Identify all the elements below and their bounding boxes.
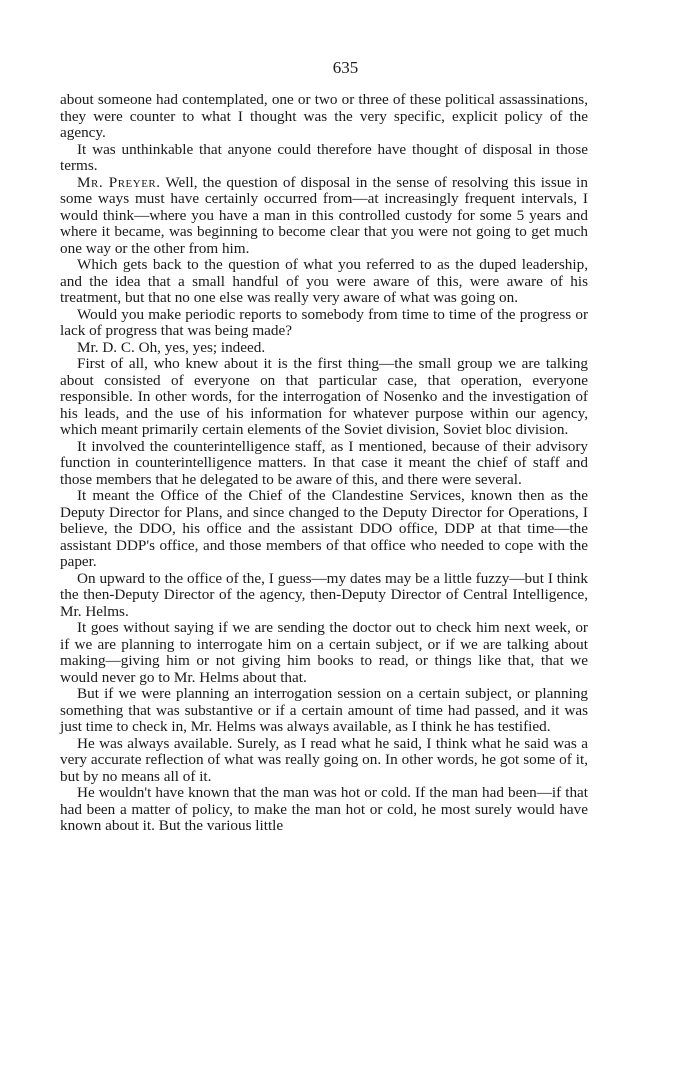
paragraph	[60, 356, 588, 439]
paragraph-text: Would you make periodic reports to somebody from time to time of the progress or lack of progress that was being made?	[60, 305, 588, 339]
body-text	[60, 92, 588, 835]
paragraph-text: about someone had contemplated, one or two or three of these political assassinations, they were counter to what I thought was the very specific, explicit policy of the agency.	[60, 91, 588, 141]
paragraph-text: It goes without saying if we are sending the doctor out to check him next week, or if we are planning to interrogate him on a certain subject, or if we are talking about making—giving him or not giving him books to read, or things like that, that we would never go to Mr. Helms about that.	[60, 619, 588, 686]
paragraph-text: He was always available. Surely, as I read what he said, I think what he said was a very accurate reflection of what was really going on. In other words, he got some of it, but by no means all of it.	[60, 734, 588, 785]
paragraph	[60, 785, 588, 835]
paragraph-text: Well, the question of disposal in the sense of resolving this issue in some ways must have certainly occurred from—at increasingly frequent intervals, I would think—where you have a man in this controlled custody for some 5 years and where it became, was beginning to become clear that you were not going to get much one way or the other from him.	[60, 173, 588, 257]
paragraph	[60, 620, 588, 686]
paragraph	[60, 257, 588, 307]
paragraph-text: Which gets back to the question of what you referred to as the duped leadership, and the idea that a small handful of you were aware of this, were aware of his treatment, but that no one else was really very aware of what was going on.	[60, 256, 588, 306]
paragraph	[60, 686, 588, 736]
paragraph-text: Oh, yes, yes; indeed.	[138, 338, 266, 356]
paragraph-text: On upward to the office of the, I guess—my dates may be a little fuzzy—but I think the then-Deputy Director of the agency, then-Deputy Director of Central Intelligence, Mr. Helms.	[60, 569, 588, 620]
paragraph	[60, 488, 588, 571]
paragraph	[60, 175, 588, 258]
paragraph-text: But if we were planning an interrogation session on a certain subject, or planning something that was substantive or if a certain amount of time had passed, and it was just time to check in, Mr. Helms was always available, as I think he has testified.	[60, 685, 588, 735]
paragraph-text: It meant the Office of the Chief of the Clandestine Services, known then as the Deputy Director for Plans, and since changed to the Deputy Director for Operations, I believe, the DDO, his office and the assistant DDO office, DDP at that time—the assistant DDP's office, and those members of that office who needed to cope with the paper.	[60, 487, 588, 570]
paragraph-text: He wouldn't have known that the man was hot or cold. If the man had been—if that had been a matter of policy, to make the man hot or cold, he most surely would have known about it. But the various little	[60, 784, 588, 834]
paragraph	[60, 142, 588, 175]
speaker-name: Mr. Preyer.	[77, 173, 161, 191]
paragraph	[60, 307, 588, 340]
paragraph-text: It was unthinkable that anyone could therefore have thought of disposal in those terms.	[60, 140, 588, 174]
paragraph	[60, 571, 588, 621]
paragraph-text: It involved the counterintelligence staff, as I mentioned, because of their advisory function in counterintelligence matters. In that case it meant the chief of staff and those members that he delegated to be aware of this, and there were several.	[60, 437, 588, 488]
paragraph	[60, 92, 588, 142]
page-number: 635	[332, 58, 359, 77]
paragraph	[60, 439, 588, 489]
paragraph-text: First of all, who knew about it is the first thing—the small group we are talking about consisted of everyone on that particular case, that operation, everyone responsible. In other words, for the interrogation of Nosenko and the investigation of his leads, and the use of his information for whatever purpose within our agency, which meant primarily certain elements of the Soviet division, Soviet bloc division.	[60, 355, 588, 438]
paragraph	[60, 736, 588, 786]
speaker-name: Mr. D. C.	[77, 338, 135, 356]
paragraph	[60, 340, 588, 357]
